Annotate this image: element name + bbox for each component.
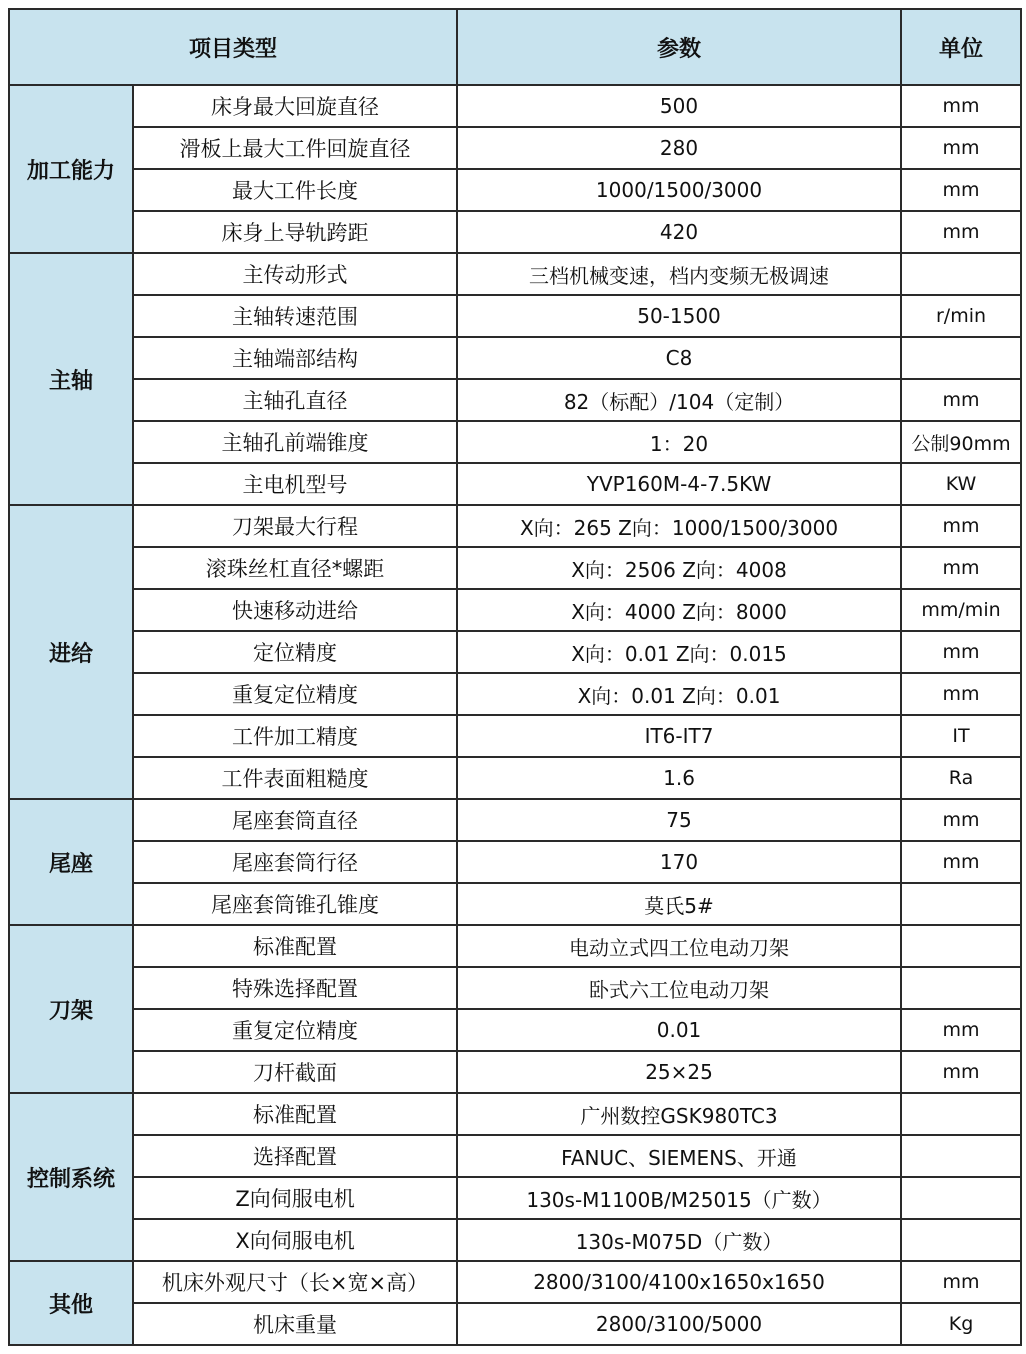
unit-cell (901, 1177, 1021, 1219)
value-cell: X向：265 Z向：1000/1500/3000 (457, 505, 901, 547)
table-row (9, 1177, 1021, 1219)
group-label: 尾座 (9, 799, 133, 925)
item-cell: 尾座套筒行径 (133, 841, 457, 883)
item-cell: Z向伺服电机 (133, 1177, 457, 1219)
header-unit: 单位 (901, 9, 1021, 85)
table-row (9, 1303, 1021, 1345)
value-cell: 280 (457, 127, 901, 169)
table-row (9, 169, 1021, 211)
unit-cell: KW (901, 463, 1021, 505)
table-row (9, 1135, 1021, 1177)
table-row (9, 85, 1021, 127)
unit-cell: mm (901, 169, 1021, 211)
unit-cell: mm (901, 1261, 1021, 1303)
item-cell: X向伺服电机 (133, 1219, 457, 1261)
table-row (9, 379, 1021, 421)
table-row (9, 337, 1021, 379)
value-cell: 75 (457, 799, 901, 841)
item-cell: 主轴孔前端锥度 (133, 421, 457, 463)
table-row (9, 925, 1021, 967)
unit-cell: mm (901, 673, 1021, 715)
item-cell: 最大工件长度 (133, 169, 457, 211)
item-cell: 主轴转速范围 (133, 295, 457, 337)
item-cell: 标准配置 (133, 1093, 457, 1135)
item-cell: 机床重量 (133, 1303, 457, 1345)
header-category: 项目类型 (9, 9, 457, 85)
unit-cell: mm (901, 841, 1021, 883)
unit-cell: 公制90mm (901, 421, 1021, 463)
table-row (9, 967, 1021, 1009)
unit-cell: mm (901, 211, 1021, 253)
unit-cell: IT (901, 715, 1021, 757)
value-cell: 420 (457, 211, 901, 253)
spec-table (8, 8, 1022, 1346)
item-cell: 滚珠丝杠直径*螺距 (133, 547, 457, 589)
item-cell: 快速移动进给 (133, 589, 457, 631)
value-cell: C8 (457, 337, 901, 379)
unit-cell: mm (901, 799, 1021, 841)
value-cell: 电动立式四工位电动刀架 (457, 925, 901, 967)
value-cell: 130s-M075D（广数） (457, 1219, 901, 1261)
group-label: 控制系统 (9, 1093, 133, 1261)
value-cell: 2800/3100/4100x1650x1650 (457, 1261, 901, 1303)
item-cell: 标准配置 (133, 925, 457, 967)
unit-cell: mm/min (901, 589, 1021, 631)
table-row (9, 253, 1021, 295)
unit-cell: mm (901, 505, 1021, 547)
unit-cell: mm (901, 379, 1021, 421)
group-label: 其他 (9, 1261, 133, 1345)
item-cell: 床身上导轨跨距 (133, 211, 457, 253)
value-cell: 1：20 (457, 421, 901, 463)
unit-cell (901, 967, 1021, 1009)
item-cell: 重复定位精度 (133, 1009, 457, 1051)
item-cell: 床身最大回旋直径 (133, 85, 457, 127)
unit-cell (901, 337, 1021, 379)
table-row (9, 295, 1021, 337)
unit-cell (901, 1135, 1021, 1177)
table-row (9, 211, 1021, 253)
value-cell: YVP160M-4-7.5KW (457, 463, 901, 505)
table-row (9, 463, 1021, 505)
item-cell: 刀架最大行程 (133, 505, 457, 547)
value-cell: 三档机械变速，档内变频无极调速 (457, 253, 901, 295)
value-cell: X向：4000 Z向：8000 (457, 589, 901, 631)
unit-cell: Kg (901, 1303, 1021, 1345)
value-cell: X向：0.01 Z向：0.01 (457, 673, 901, 715)
table-row (9, 505, 1021, 547)
value-cell: 1000/1500/3000 (457, 169, 901, 211)
unit-cell (901, 1093, 1021, 1135)
table-row (9, 841, 1021, 883)
table-row (9, 1261, 1021, 1303)
item-cell: 滑板上最大工件回旋直径 (133, 127, 457, 169)
item-cell: 尾座套筒锥孔锥度 (133, 883, 457, 925)
unit-cell: mm (901, 127, 1021, 169)
unit-cell (901, 883, 1021, 925)
item-cell: 主电机型号 (133, 463, 457, 505)
unit-cell: Ra (901, 757, 1021, 799)
table-row (9, 757, 1021, 799)
value-cell: X向：0.01 Z向：0.015 (457, 631, 901, 673)
item-cell: 定位精度 (133, 631, 457, 673)
table-row (9, 673, 1021, 715)
unit-cell: r/min (901, 295, 1021, 337)
value-cell: 卧式六工位电动刀架 (457, 967, 901, 1009)
group-label: 刀架 (9, 925, 133, 1093)
value-cell: FANUC、SIEMENS、开通 (457, 1135, 901, 1177)
value-cell: IT6-IT7 (457, 715, 901, 757)
value-cell: 50-1500 (457, 295, 901, 337)
item-cell: 刀杆截面 (133, 1051, 457, 1093)
table-row (9, 1009, 1021, 1051)
unit-cell (901, 253, 1021, 295)
group-label: 主轴 (9, 253, 133, 505)
table-row (9, 883, 1021, 925)
unit-cell: mm (901, 1009, 1021, 1051)
group-label: 加工能力 (9, 85, 133, 253)
value-cell: 0.01 (457, 1009, 901, 1051)
table-row (9, 799, 1021, 841)
item-cell: 选择配置 (133, 1135, 457, 1177)
spec-body (9, 85, 1021, 1345)
value-cell: 1.6 (457, 757, 901, 799)
table-row (9, 127, 1021, 169)
header-param: 参数 (457, 9, 901, 85)
item-cell: 重复定位精度 (133, 673, 457, 715)
table-row (9, 421, 1021, 463)
item-cell: 特殊选择配置 (133, 967, 457, 1009)
table-row (9, 715, 1021, 757)
item-cell: 主轴孔直径 (133, 379, 457, 421)
unit-cell: mm (901, 631, 1021, 673)
value-cell: 82（标配）/104（定制） (457, 379, 901, 421)
value-cell: 130s-M1100B/M25015（广数） (457, 1177, 901, 1219)
value-cell: 广州数控GSK980TC3 (457, 1093, 901, 1135)
table-row (9, 1219, 1021, 1261)
value-cell: 2800/3100/5000 (457, 1303, 901, 1345)
value-cell: 25×25 (457, 1051, 901, 1093)
header-row (9, 9, 1021, 85)
unit-cell: mm (901, 1051, 1021, 1093)
value-cell: 500 (457, 85, 901, 127)
table-row (9, 589, 1021, 631)
value-cell: 莫氏5# (457, 883, 901, 925)
group-label: 进给 (9, 505, 133, 799)
table-row (9, 631, 1021, 673)
item-cell: 工件加工精度 (133, 715, 457, 757)
value-cell: X向：2506 Z向：4008 (457, 547, 901, 589)
item-cell: 机床外观尺寸（长×宽×高） (133, 1261, 457, 1303)
item-cell: 主传动形式 (133, 253, 457, 295)
table-row (9, 1051, 1021, 1093)
value-cell: 170 (457, 841, 901, 883)
unit-cell: mm (901, 547, 1021, 589)
item-cell: 主轴端部结构 (133, 337, 457, 379)
table-row (9, 547, 1021, 589)
table-row (9, 1093, 1021, 1135)
unit-cell (901, 1219, 1021, 1261)
item-cell: 工件表面粗糙度 (133, 757, 457, 799)
unit-cell (901, 925, 1021, 967)
unit-cell: mm (901, 85, 1021, 127)
item-cell: 尾座套筒直径 (133, 799, 457, 841)
